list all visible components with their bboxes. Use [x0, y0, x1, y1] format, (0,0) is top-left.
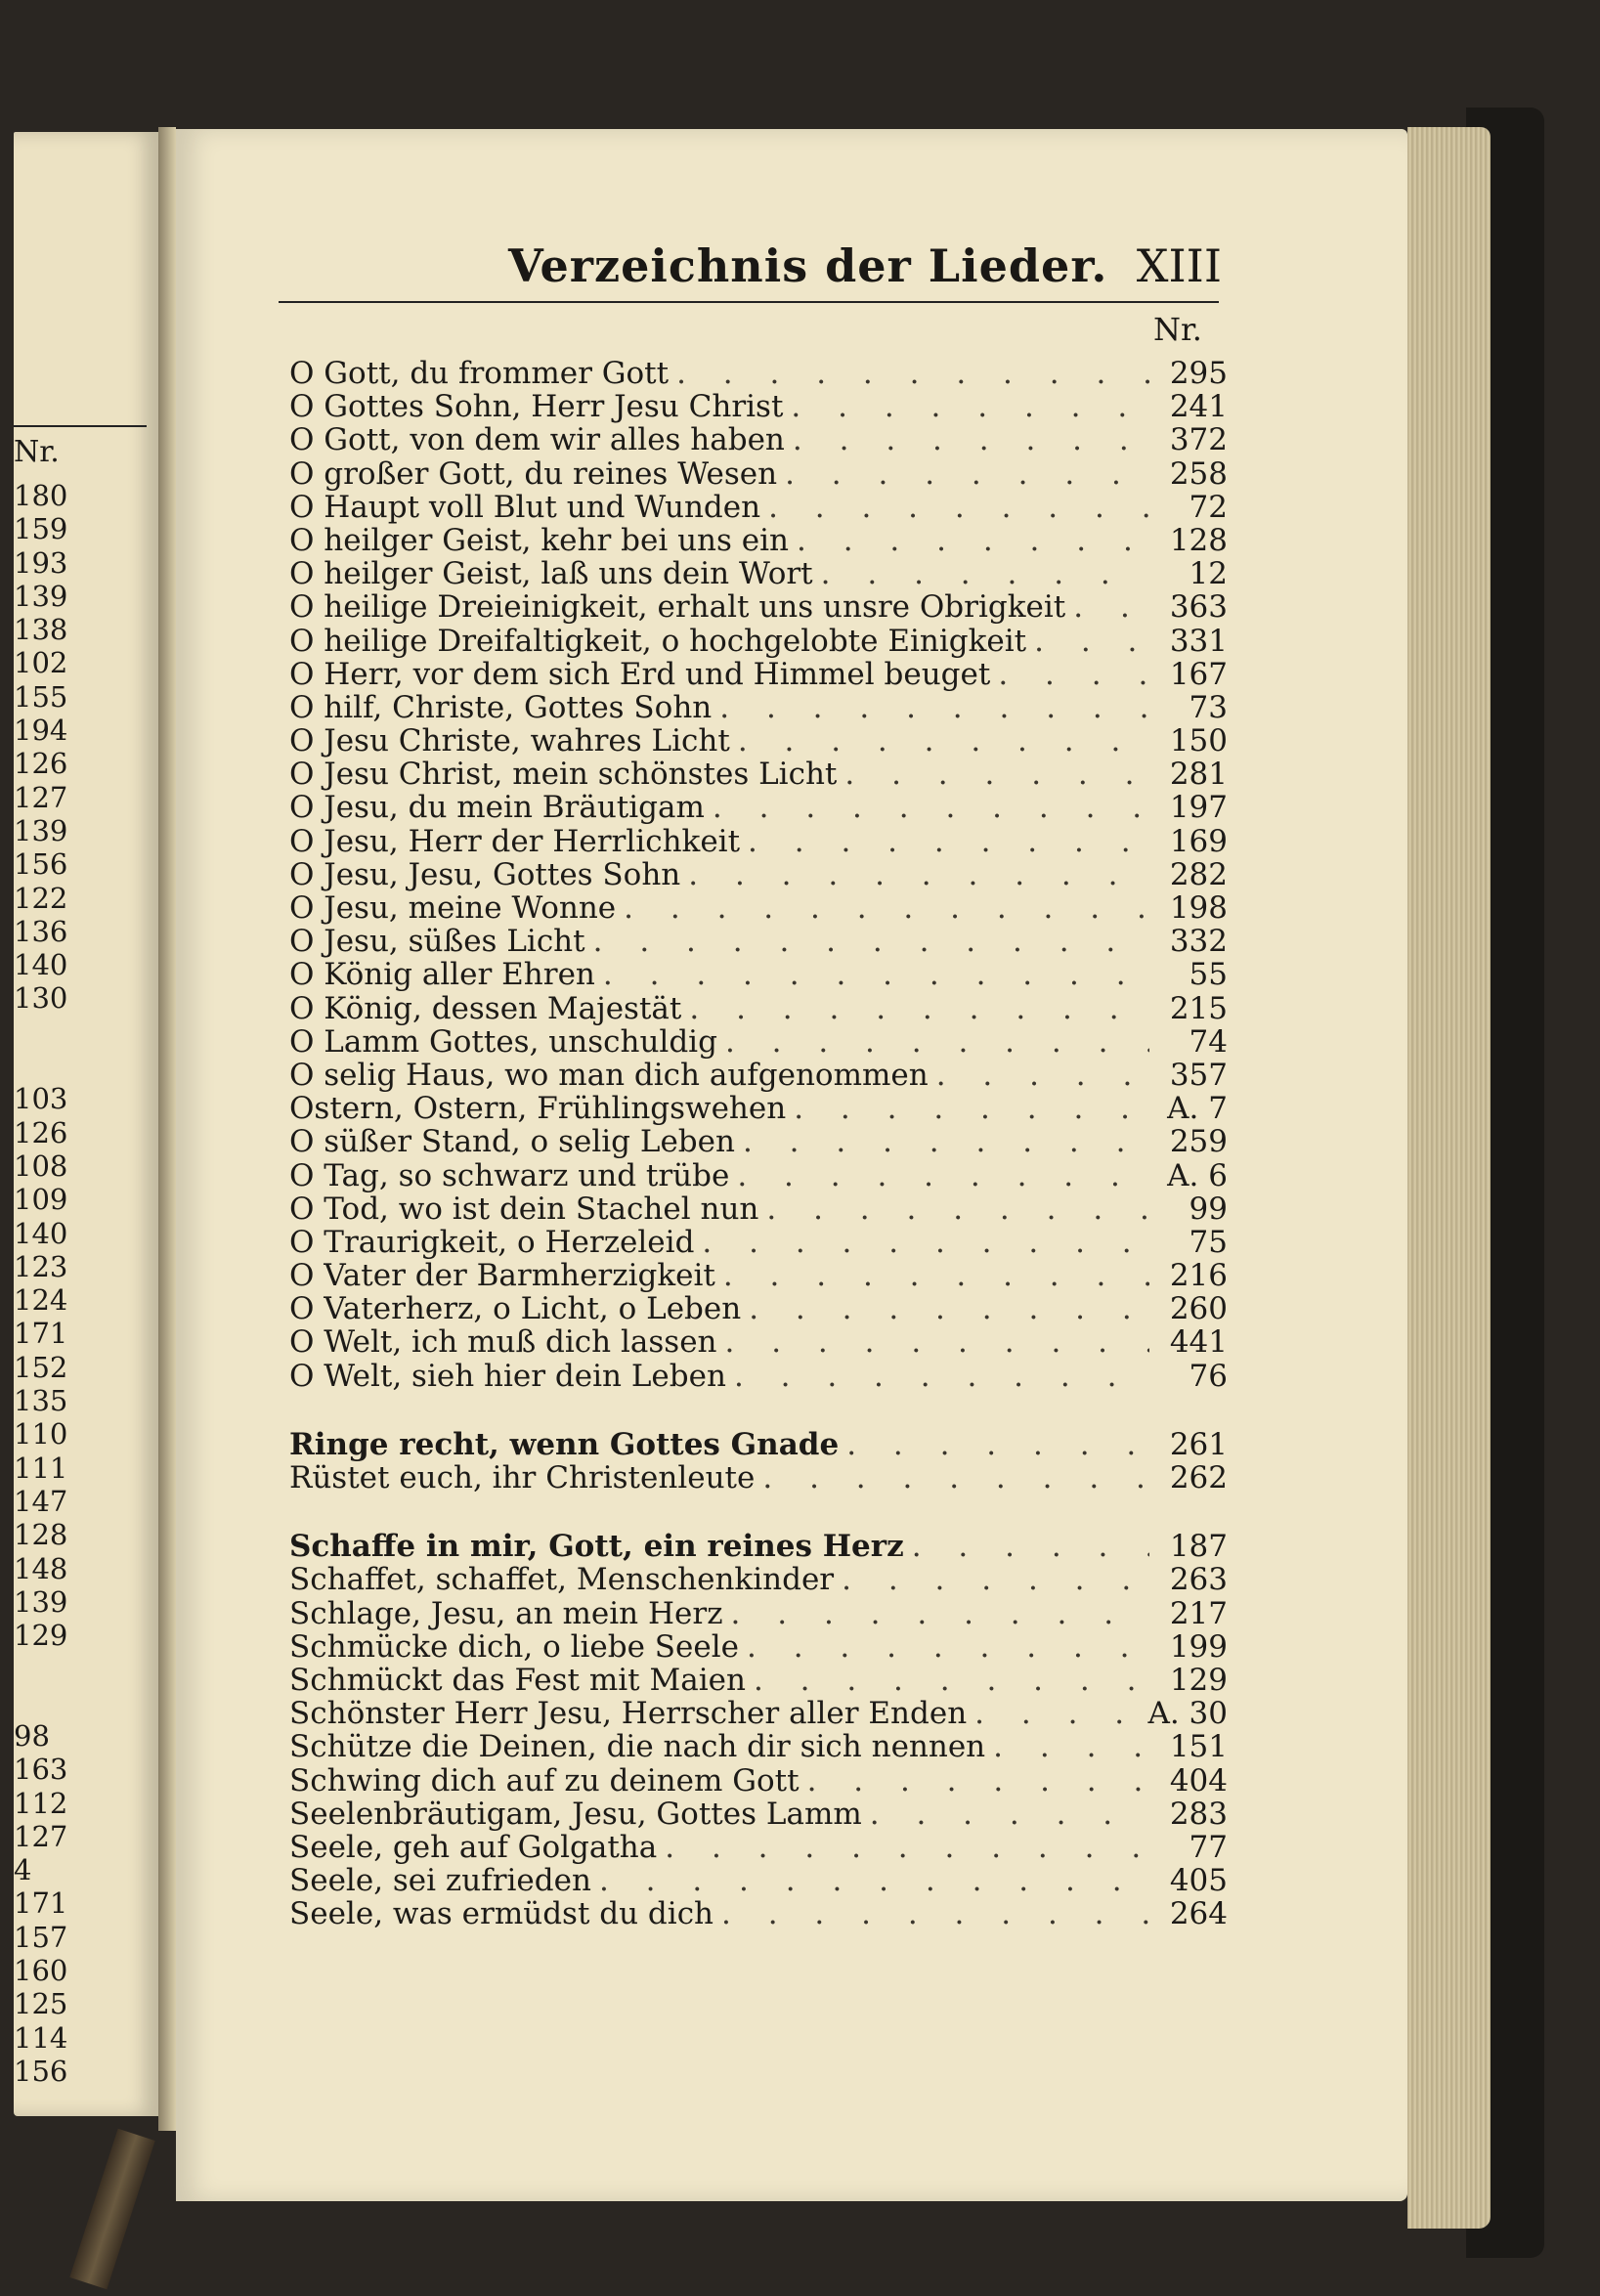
- group-separator: [289, 1393, 1228, 1428]
- left-page-number: 140: [14, 948, 68, 982]
- group-separator: [289, 1495, 1228, 1530]
- index-entry: [289, 1360, 1228, 1393]
- leader-dots: [616, 891, 1149, 925]
- index-entry: [289, 457, 1228, 491]
- hymn-title: O Traurigkeit, o Herzeleid: [289, 1225, 695, 1260]
- left-page-number: 138: [14, 613, 68, 647]
- leader-dots: [726, 1360, 1149, 1393]
- hymn-title: O hilf, Christe, Gottes Sohn: [289, 690, 713, 725]
- index-entry: [289, 1798, 1228, 1831]
- page-title: Verzeichnis der Lieder.: [508, 239, 1108, 292]
- index-entry: [289, 791, 1228, 824]
- index-entry: [289, 691, 1228, 724]
- leader-dots: [741, 1292, 1149, 1325]
- hymn-title: O selig Haus, wo man dich aufgenommen: [289, 1058, 929, 1093]
- hymn-title: Schmücke dich, o liebe Seele: [289, 1629, 739, 1664]
- leader-dots: [990, 658, 1149, 691]
- hymn-title: Ringe recht, wenn Gottes Gnade: [289, 1427, 840, 1461]
- book-gutter: [158, 127, 176, 2131]
- left-page-number: 136: [14, 914, 68, 948]
- left-page-number: 125: [14, 1987, 68, 2021]
- index-entry: [289, 1059, 1228, 1092]
- hymn-title: O heilger Geist, kehr bei uns ein: [289, 523, 790, 558]
- hymn-number: 372: [1169, 423, 1228, 457]
- left-page-number: 180: [14, 479, 68, 512]
- index-entry: [289, 1597, 1228, 1630]
- index-entry: [289, 1025, 1228, 1059]
- hymn-title: O Tag, so schwarz und trübe: [289, 1158, 730, 1192]
- hymn-number: 331: [1169, 624, 1228, 658]
- leader-dots: [657, 1831, 1149, 1864]
- hymn-title: O Gott, du frommer Gott: [289, 357, 670, 391]
- hymn-number: 332: [1169, 925, 1228, 959]
- index-entry: [289, 1563, 1228, 1596]
- hymn-number: 260: [1169, 1292, 1228, 1326]
- hymn-number: 129: [1169, 1663, 1228, 1698]
- hymn-number: 128: [1169, 523, 1228, 558]
- hymn-title: O heilige Dreifaltigkeit, o hochgelobte Einigkeit: [289, 624, 1027, 658]
- hymn-number: 187: [1169, 1530, 1228, 1564]
- leader-dots: [730, 724, 1149, 758]
- index-entry: [289, 1092, 1228, 1125]
- left-page-number: 148: [14, 1551, 68, 1585]
- left-page-number: 124: [14, 1283, 68, 1318]
- left-page-number: 140: [14, 1216, 68, 1250]
- index-entry: [289, 925, 1228, 958]
- leader-dots: [813, 557, 1149, 590]
- left-page-number: 114: [14, 2020, 68, 2055]
- left-page-number: 130: [14, 981, 68, 1016]
- hymn-title: O Vaterherz, o Licht, o Leben: [289, 1292, 742, 1326]
- left-page-number: 163: [14, 1753, 68, 1787]
- leader-dots: [985, 1730, 1149, 1763]
- leader-dots: [729, 1159, 1149, 1192]
- hymn-number: 258: [1169, 456, 1228, 491]
- hymn-title: Schwing dich auf zu deinem Gott: [289, 1763, 800, 1798]
- index-entry: [289, 1192, 1228, 1226]
- hymn-title: Schaffe in mir, Gott, ein reines Herz: [289, 1530, 904, 1564]
- page-header: [283, 239, 1222, 298]
- index-entry: [289, 992, 1228, 1025]
- left-page-number: 109: [14, 1183, 68, 1217]
- hymn-number: 283: [1169, 1797, 1228, 1831]
- left-page-rule: [14, 425, 147, 427]
- leader-dots: [595, 958, 1149, 991]
- leader-dots: [723, 1597, 1149, 1630]
- index-entry: [289, 1664, 1228, 1697]
- index-entry: [289, 1831, 1228, 1864]
- index-entry: [289, 1226, 1228, 1259]
- index-entry: [289, 1159, 1228, 1192]
- left-page-number: 157: [14, 1920, 68, 1954]
- left-page-number: [14, 1686, 131, 1719]
- index-entry: [289, 1125, 1228, 1158]
- hymn-title: Schaffet, schaffet, Menschenkinder: [289, 1563, 835, 1597]
- leader-dots: [755, 1461, 1149, 1495]
- left-page-number: 127: [14, 780, 68, 814]
- index-entry: [289, 1630, 1228, 1664]
- left-page-number: 171: [14, 1317, 68, 1351]
- left-page-number: 122: [14, 881, 68, 915]
- left-page-number: 139: [14, 1584, 68, 1619]
- leader-dots: [739, 1630, 1149, 1664]
- hymn-number: 99: [1189, 1191, 1228, 1226]
- left-page-number: 126: [14, 747, 68, 781]
- index-entry: [289, 1864, 1228, 1897]
- page-number: XIII: [1136, 239, 1222, 292]
- leader-dots: [669, 357, 1149, 390]
- hymn-title: O Lamm Gottes, unschuldig: [289, 1024, 717, 1059]
- left-page-number: 103: [14, 1082, 68, 1116]
- hymn-number: 357: [1169, 1058, 1228, 1093]
- left-page-number: 98: [14, 1718, 50, 1753]
- hymn-title: O Haupt voll Blut und Wunden: [289, 490, 761, 524]
- index-entry: [289, 390, 1228, 423]
- hymn-title: O Gott, von dem wir alles haben: [289, 423, 785, 457]
- index-entry: [289, 557, 1228, 590]
- left-page-number: 152: [14, 1350, 68, 1384]
- hymn-number: 150: [1169, 724, 1228, 758]
- hymn-number: 281: [1169, 758, 1228, 792]
- hymn-number: 264: [1169, 1897, 1228, 1931]
- hymn-number: 441: [1169, 1325, 1228, 1360]
- leader-dots: [714, 1897, 1149, 1930]
- hymn-title: O Welt, ich muß dich lassen: [289, 1325, 717, 1360]
- hymn-number: 169: [1169, 824, 1228, 858]
- hymn-title: O heilige Dreieinigkeit, erhalt uns unsre Obrigkeit: [289, 590, 1066, 625]
- hymn-title: O Herr, vor dem sich Erd und Himmel beuget: [289, 657, 991, 691]
- index-entry: [289, 958, 1228, 991]
- leader-dots: [1026, 625, 1149, 658]
- hymn-number: 12: [1189, 557, 1228, 591]
- hymn-title: O Jesu, süßes Licht: [289, 925, 585, 959]
- hymn-title: Seele, sei zufrieden: [289, 1864, 591, 1898]
- hymn-title: O Jesu Christe, wahres Licht: [289, 724, 730, 758]
- hymn-title: O Vater der Barmherzigkeit: [289, 1259, 715, 1293]
- left-page-number: 123: [14, 1249, 68, 1283]
- left-page-number: 139: [14, 813, 68, 847]
- leader-dots: [680, 858, 1149, 891]
- left-page-number: 156: [14, 847, 68, 882]
- index-entry: [289, 825, 1228, 858]
- leader-dots: [800, 1764, 1149, 1798]
- hymn-title: O Jesu, Herr der Herrlichkeit: [289, 824, 741, 858]
- leader-dots: [591, 1864, 1149, 1897]
- index-entry: [289, 1730, 1228, 1763]
- hymn-title: O Jesu, du mein Bräutigam: [289, 791, 705, 825]
- left-page-number: 193: [14, 545, 68, 580]
- left-page-number: 194: [14, 714, 68, 748]
- hymn-number: 216: [1169, 1259, 1228, 1293]
- left-page-number: 129: [14, 1619, 68, 1653]
- hymn-title: Rüstet euch, ihr Christenleute: [289, 1461, 756, 1495]
- hymn-title: O Jesu, Jesu, Gottes Sohn: [289, 857, 681, 891]
- left-page-column-label: Nr.: [14, 435, 60, 469]
- leader-dots: [777, 457, 1149, 491]
- left-page-number: [14, 1049, 131, 1082]
- hymn-title: O heilger Geist, laß uns dein Wort: [289, 557, 813, 591]
- index-entry: [289, 891, 1228, 925]
- hymn-title: Seelenbräutigam, Jesu, Gottes Lamm: [289, 1797, 862, 1831]
- hymn-number: 73: [1189, 690, 1228, 725]
- hymn-number: 263: [1169, 1563, 1228, 1597]
- hymn-number: 77: [1189, 1830, 1228, 1865]
- hymn-title: O großer Gott, du reines Wesen: [289, 456, 778, 491]
- left-page-number: 159: [14, 512, 68, 546]
- leader-dots: [862, 1798, 1149, 1831]
- index-entry: [289, 1428, 1228, 1461]
- index-entry: [289, 1897, 1228, 1930]
- index-entry: [289, 625, 1228, 658]
- left-page-number: 4: [14, 1853, 32, 1887]
- leader-dots: [585, 925, 1149, 958]
- hymn-number: 167: [1169, 657, 1228, 691]
- left-page-number: 135: [14, 1384, 68, 1418]
- index-entry: [289, 1697, 1228, 1730]
- hymn-title: O Jesu, meine Wonne: [289, 891, 617, 926]
- leader-dots: [758, 1192, 1149, 1226]
- page-edges: [1407, 127, 1491, 2229]
- hymn-number: A. 30: [1147, 1697, 1228, 1731]
- index-entry: [289, 357, 1228, 390]
- leader-dots: [967, 1697, 1147, 1730]
- leader-dots: [839, 1428, 1149, 1461]
- leader-dots: [694, 1226, 1149, 1259]
- index-entry: [289, 758, 1228, 791]
- hymn-number: 198: [1169, 891, 1228, 926]
- hymn-number: 215: [1169, 991, 1228, 1025]
- leader-dots: [740, 825, 1149, 858]
- hymn-number: 74: [1189, 1024, 1228, 1059]
- column-label: Nr.: [1153, 311, 1202, 348]
- leader-dots: [834, 1563, 1149, 1596]
- leader-dots: [715, 1259, 1149, 1292]
- left-page-number: 102: [14, 646, 68, 680]
- left-page-number: 156: [14, 2054, 68, 2088]
- hymn-title: Schütze die Deinen, die nach dir sich nennen: [289, 1730, 986, 1764]
- index-entry: [289, 1292, 1228, 1325]
- leader-dots: [717, 1325, 1149, 1359]
- hymn-title: O süßer Stand, o selig Leben: [289, 1125, 735, 1159]
- left-page-numbers: [14, 479, 131, 2088]
- leader-dots: [789, 524, 1149, 557]
- leader-dots: [717, 1025, 1149, 1059]
- hymn-title: Schönster Herr Jesu, Herrscher aller Enden: [289, 1697, 968, 1731]
- hymn-title: O König, dessen Majestät: [289, 991, 682, 1025]
- left-page-number: 126: [14, 1115, 68, 1149]
- hymn-title: Schmückt das Fest mit Maien: [289, 1663, 746, 1698]
- hymn-number: A. 6: [1167, 1158, 1228, 1192]
- leader-dots: [681, 992, 1149, 1025]
- hymn-title: Seele, geh auf Golgatha: [289, 1830, 658, 1865]
- hymn-number: 72: [1189, 490, 1228, 524]
- hymn-title: Schlage, Jesu, an mein Herz: [289, 1596, 723, 1630]
- hymn-number: 217: [1169, 1596, 1228, 1630]
- hymn-number: 404: [1169, 1763, 1228, 1798]
- index-entry: [289, 658, 1228, 691]
- leader-dots: [712, 691, 1149, 724]
- leader-dots: [735, 1125, 1149, 1158]
- index-entry: [289, 1530, 1228, 1563]
- index-entry: [289, 524, 1228, 557]
- hymn-number: 151: [1169, 1730, 1228, 1764]
- leader-dots: [783, 390, 1149, 423]
- hymn-number: 199: [1169, 1629, 1228, 1664]
- left-page-number: 127: [14, 1819, 68, 1853]
- hymn-title: O Jesu Christ, mein schönstes Licht: [289, 758, 838, 792]
- hymn-index-list: [289, 357, 1228, 1930]
- header-rule: [279, 301, 1219, 303]
- hymn-number: 197: [1169, 791, 1228, 825]
- hymn-number: 405: [1169, 1864, 1228, 1898]
- hymn-title: O Welt, sieh hier dein Leben: [289, 1359, 726, 1393]
- left-page-number: [14, 1652, 131, 1685]
- left-page-number: [14, 1016, 131, 1049]
- hymn-number: A. 7: [1167, 1092, 1228, 1126]
- hymn-number: 282: [1169, 857, 1228, 891]
- leader-dots: [760, 491, 1149, 524]
- leader-dots: [837, 758, 1149, 791]
- hymn-number: 295: [1169, 357, 1228, 391]
- index-entry: [289, 590, 1228, 624]
- index-entry: [289, 858, 1228, 891]
- bookmark-ribbon: [69, 2129, 154, 2290]
- hymn-number: 241: [1169, 390, 1228, 424]
- hymn-title: O König aller Ehren: [289, 958, 595, 992]
- leader-dots: [785, 423, 1149, 456]
- hymn-number: 75: [1189, 1225, 1228, 1260]
- hymn-title: O Gottes Sohn, Herr Jesu Christ: [289, 390, 784, 424]
- index-entry: [289, 1461, 1228, 1495]
- left-page-number: 110: [14, 1417, 68, 1451]
- left-page-number: 155: [14, 679, 68, 714]
- hymn-title: O Tod, wo ist dein Stachel nun: [289, 1191, 759, 1226]
- hymn-number: 259: [1169, 1125, 1228, 1159]
- left-page-number: 128: [14, 1518, 68, 1552]
- leader-dots: [705, 791, 1149, 824]
- left-page-number: 108: [14, 1148, 68, 1183]
- hymn-title: Seele, was ermüdst du dich: [289, 1897, 714, 1931]
- hymn-number: 55: [1189, 958, 1228, 992]
- left-page-number: 111: [14, 1451, 68, 1485]
- index-entry: [289, 1764, 1228, 1798]
- leader-dots: [929, 1059, 1149, 1092]
- left-page: [14, 132, 158, 2116]
- leader-dots: [1065, 590, 1149, 624]
- left-page-number: 139: [14, 579, 68, 613]
- left-page-number: 112: [14, 1786, 68, 1820]
- left-page-number: 171: [14, 1886, 68, 1921]
- hymn-number: 261: [1169, 1427, 1228, 1461]
- hymn-number: 262: [1169, 1461, 1228, 1495]
- index-entry: [289, 491, 1228, 524]
- index-entry: [289, 1325, 1228, 1359]
- leader-dots: [746, 1664, 1149, 1697]
- index-entry: [289, 724, 1228, 758]
- index-entry: [289, 1259, 1228, 1292]
- hymn-title: Ostern, Ostern, Frühlingswehen: [289, 1092, 787, 1126]
- leader-dots: [786, 1092, 1149, 1125]
- leader-dots: [904, 1530, 1149, 1563]
- hymn-number: 76: [1189, 1359, 1228, 1393]
- index-entry: [289, 423, 1228, 456]
- left-page-number: 147: [14, 1484, 68, 1518]
- hymn-number: 363: [1169, 590, 1228, 625]
- left-page-number: 160: [14, 1954, 68, 1988]
